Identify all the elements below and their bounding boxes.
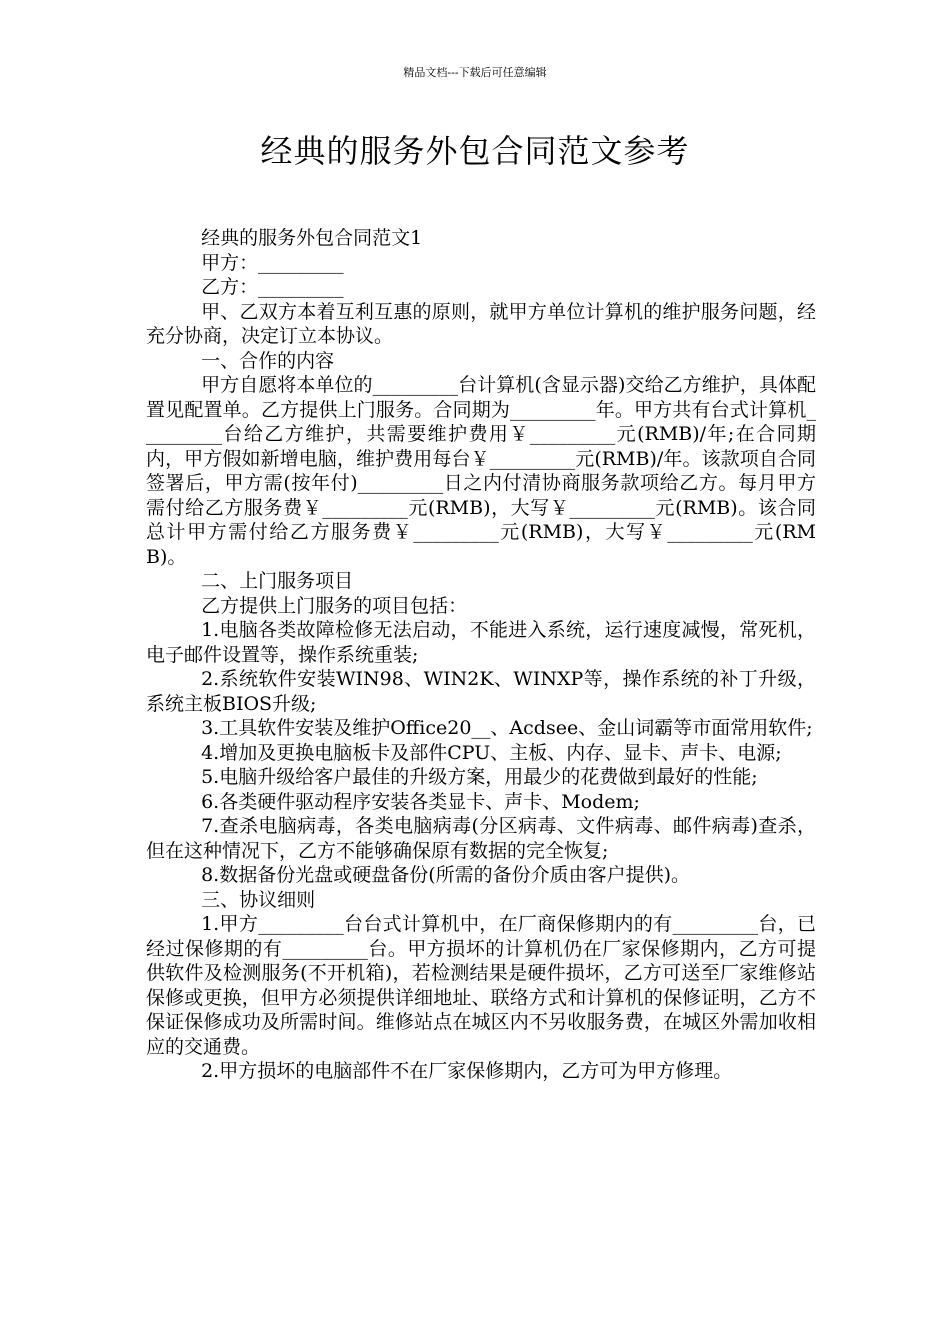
list-item: 7.查杀电脑病毒，各类电脑病毒(分区病毒、文件病毒、邮件病毒)查杀，但在这种情况下，乙方不能够确保原有数据的完全恢复; (146, 815, 816, 862)
party-a-line: 甲方：_________ (201, 251, 344, 274)
party-b-line: 乙方：_________ (201, 276, 344, 298)
paragraph: 甲、乙双方本着互利互惠的原则，就甲方单位计算机的维护服务问题，经充分协商，决定订立本协议。 (146, 300, 816, 347)
list-item: 1.电脑各类故障检修无法启动，不能进入系统，运行速度减慢，常死机，电子邮件设置等，操作系统重装; (146, 619, 816, 666)
document-title: 经典的服务外包合同范文参考 (260, 132, 690, 170)
list-item: 3.工具软件安装及维护Office20__、Acdsee、金山词霸等市面常用软件; (201, 717, 813, 739)
list-item: 5.电脑升级给客户最佳的升级方案，用最少的花费做到最好的性能; (201, 766, 758, 788)
section-heading: 二、上门服务项目 (201, 570, 354, 592)
section-heading: 一、合作的内容 (201, 349, 335, 372)
list-item: 1.甲方_________台台式计算机中，在厂商保修期内的有_________台，已经过保修期的有_________台。甲方损坏的计算机仍在厂家保修期内，乙方可提供软件及检测服务(不开机箱)，若检测结果是硬件损坏，乙方可送至厂家维修站保修或更换，但甲方必须提供详细地址、联络方式和计算机的保修证明，乙方不保证保修成功及所需时间。维修站点在城区内不另收服务费，在城区外需加收相应的交通费。 (146, 913, 816, 1058)
list-item: 2.系统软件安装WIN98、WIN2K、WINXP等，操作系统的补丁升级，系统主板BIOS升级; (146, 668, 816, 715)
list-item: 6.各类硬件驱动程序安装各类显卡、声卡、Modem; (201, 790, 640, 813)
list-item: 8.数据备份光盘或硬盘备份(所需的备份介质由客户提供)。 (201, 864, 691, 886)
list-item: 4.增加及更换电脑板卡及部件CPU、主板、内存、显卡、声卡、电源; (201, 741, 782, 764)
header-note: 精品文档---下载后可任意编辑 (403, 66, 547, 79)
list-item: 2.甲方损坏的电脑部件不在厂家保修期内，乙方可为甲方修理。 (201, 1060, 733, 1082)
document-body (146, 226, 816, 1084)
section-heading: 三、协议细则 (201, 888, 316, 911)
paragraph: 乙方提供上门服务的项目包括： (201, 594, 468, 617)
paragraph: 甲方自愿将本单位的_________台计算机(含显示器)交给乙方维护，具体配置见配置单。乙方提供上门服务。合同期为_________年。甲方共有台式计算机_________台给乙方维护，共需要维护费用￥_________元(RMB)/年;在合同期内，甲方假如新增电脑，维护费用每台￥_________元(RMB)/年。该款项自合同签署后，甲方需(按年付)_________日之内付清协商服务款项给乙方。每月甲方需付给乙方服务费￥_________元(RMB)，大写￥_________元(RMB)。该合同总计甲方需付给乙方服务费￥_________元(RMB)，大写￥_________元(RMB)。 (146, 374, 816, 568)
section-heading: 经典的服务外包合同范文1 (201, 227, 423, 249)
